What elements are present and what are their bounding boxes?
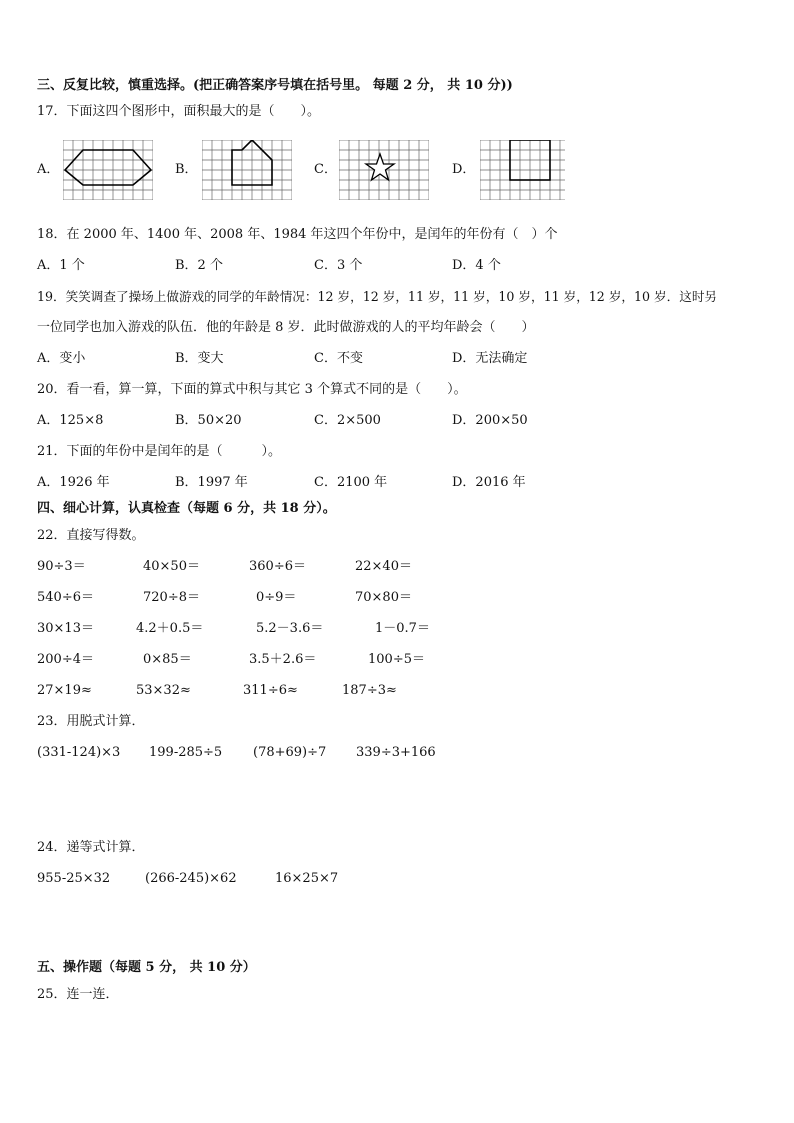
- q22-item: 40×50＝: [143, 559, 200, 574]
- q17-label-a: A．: [37, 162, 60, 177]
- q22-item: 3.5＋2.6＝: [249, 652, 317, 667]
- q24-item: 955-25×32: [37, 871, 111, 886]
- q21-option-d[interactable]: D．2016 年: [452, 475, 526, 490]
- q20-option-d[interactable]: D．200×50: [452, 413, 528, 428]
- q17-label-d: D．: [452, 162, 476, 177]
- q22-item: 360÷6＝: [249, 559, 306, 574]
- q21-option-b[interactable]: B．1997 年: [175, 475, 248, 490]
- q17-figure-c-star: [339, 140, 429, 200]
- q23-stem: 23．用脱式计算．: [37, 714, 145, 729]
- q22-item: 90÷3＝: [37, 559, 86, 574]
- q22-item: 187÷3≈: [342, 683, 397, 698]
- q19-option-d[interactable]: D．无法确定: [452, 351, 528, 366]
- q24-item: (266-245)×62: [145, 871, 237, 886]
- q17-stem: 17．下面这四个图形中，面积最大的是（ ）。: [37, 104, 321, 119]
- q22-stem: 22．直接写得数。: [37, 528, 145, 543]
- q19-option-b[interactable]: B．变大: [175, 351, 224, 366]
- q22-item: 4.2＋0.5＝: [136, 621, 204, 636]
- q18-option-b[interactable]: B．2 个: [175, 258, 223, 273]
- q23-item: 339÷3+166: [356, 745, 436, 760]
- q22-item: 0÷9＝: [256, 590, 297, 605]
- q22-item: 1－0.7＝: [375, 621, 430, 636]
- q17-figure-d-rectangle: [480, 140, 565, 200]
- q19-stem-line-1: 19．笑笑调查了操场上做游戏的同学的年龄情况：12 岁，12 岁，11 岁，11 岁，10 岁，11 岁，12 岁，10 岁．这时另: [37, 289, 718, 304]
- q19-option-c[interactable]: C．不变: [314, 351, 363, 366]
- q17-figure-a-hexagon: [63, 140, 153, 200]
- q25-stem: 25．连一连．: [37, 987, 119, 1002]
- q23-item: 199-285÷5: [149, 745, 223, 760]
- q19-option-a[interactable]: A．变小: [37, 351, 86, 366]
- q22-item: 540÷6＝: [37, 590, 94, 605]
- q22-item: 200÷4＝: [37, 652, 94, 667]
- q22-item: 30×13＝: [37, 621, 94, 636]
- q23-item: (331-124)×3: [37, 745, 121, 760]
- q22-item: 5.2－3.6＝: [256, 621, 324, 636]
- q23-item: (78+69)÷7: [253, 745, 327, 760]
- q22-item: 53×32≈: [136, 683, 191, 698]
- section-5-heading: 五、操作题（每题 5 分， 共 10 分）: [37, 960, 256, 975]
- section-3-heading: 三、反复比较，慎重选择。(把正确答案序号填在括号里。 每题 2 分， 共 10 分)): [37, 78, 513, 93]
- q18-stem: 18．在 2000 年、1400 年、2008 年、1984 年这四个年份中，是闰年的年份有（ ）个: [37, 227, 558, 242]
- q17-label-b: B．: [175, 162, 198, 177]
- q18-option-a[interactable]: A．1 个: [37, 258, 85, 273]
- q22-item: 311÷6≈: [243, 683, 298, 698]
- q21-stem: 21．下面的年份中是闰年的是（ ）。: [37, 444, 282, 459]
- q18-option-c[interactable]: C．3 个: [314, 258, 363, 273]
- q20-option-a[interactable]: A．125×8: [37, 413, 104, 428]
- q22-item: 27×19≈: [37, 683, 92, 698]
- q20-option-c[interactable]: C．2×500: [314, 413, 381, 428]
- q24-stem: 24．递等式计算．: [37, 840, 145, 855]
- section-4-heading: 四、细心计算，认真检查（每题 6 分，共 18 分）。: [37, 501, 336, 516]
- q19-stem-line-2: 一位同学也加入游戏的队伍．他的年龄是 8 岁．此时做游戏的人的平均年龄会（ ）: [37, 320, 535, 335]
- q17-figure-b-house: [202, 140, 292, 200]
- q20-stem: 20．看一看，算一算，下面的算式中积与其它 3 个算式不同的是（ ）。: [37, 382, 467, 397]
- q20-option-b[interactable]: B．50×20: [175, 413, 242, 428]
- q22-item: 720÷8＝: [143, 590, 200, 605]
- q22-item: 22×40＝: [355, 559, 412, 574]
- q24-item: 16×25×7: [275, 871, 339, 886]
- q21-option-c[interactable]: C．2100 年: [314, 475, 388, 490]
- q17-label-c: C．: [314, 162, 337, 177]
- q22-item: 70×80＝: [355, 590, 412, 605]
- q22-item: 0×85＝: [143, 652, 192, 667]
- q18-option-d[interactable]: D．4 个: [452, 258, 501, 273]
- q22-item: 100÷5＝: [368, 652, 425, 667]
- q21-option-a[interactable]: A．1926 年: [37, 475, 110, 490]
